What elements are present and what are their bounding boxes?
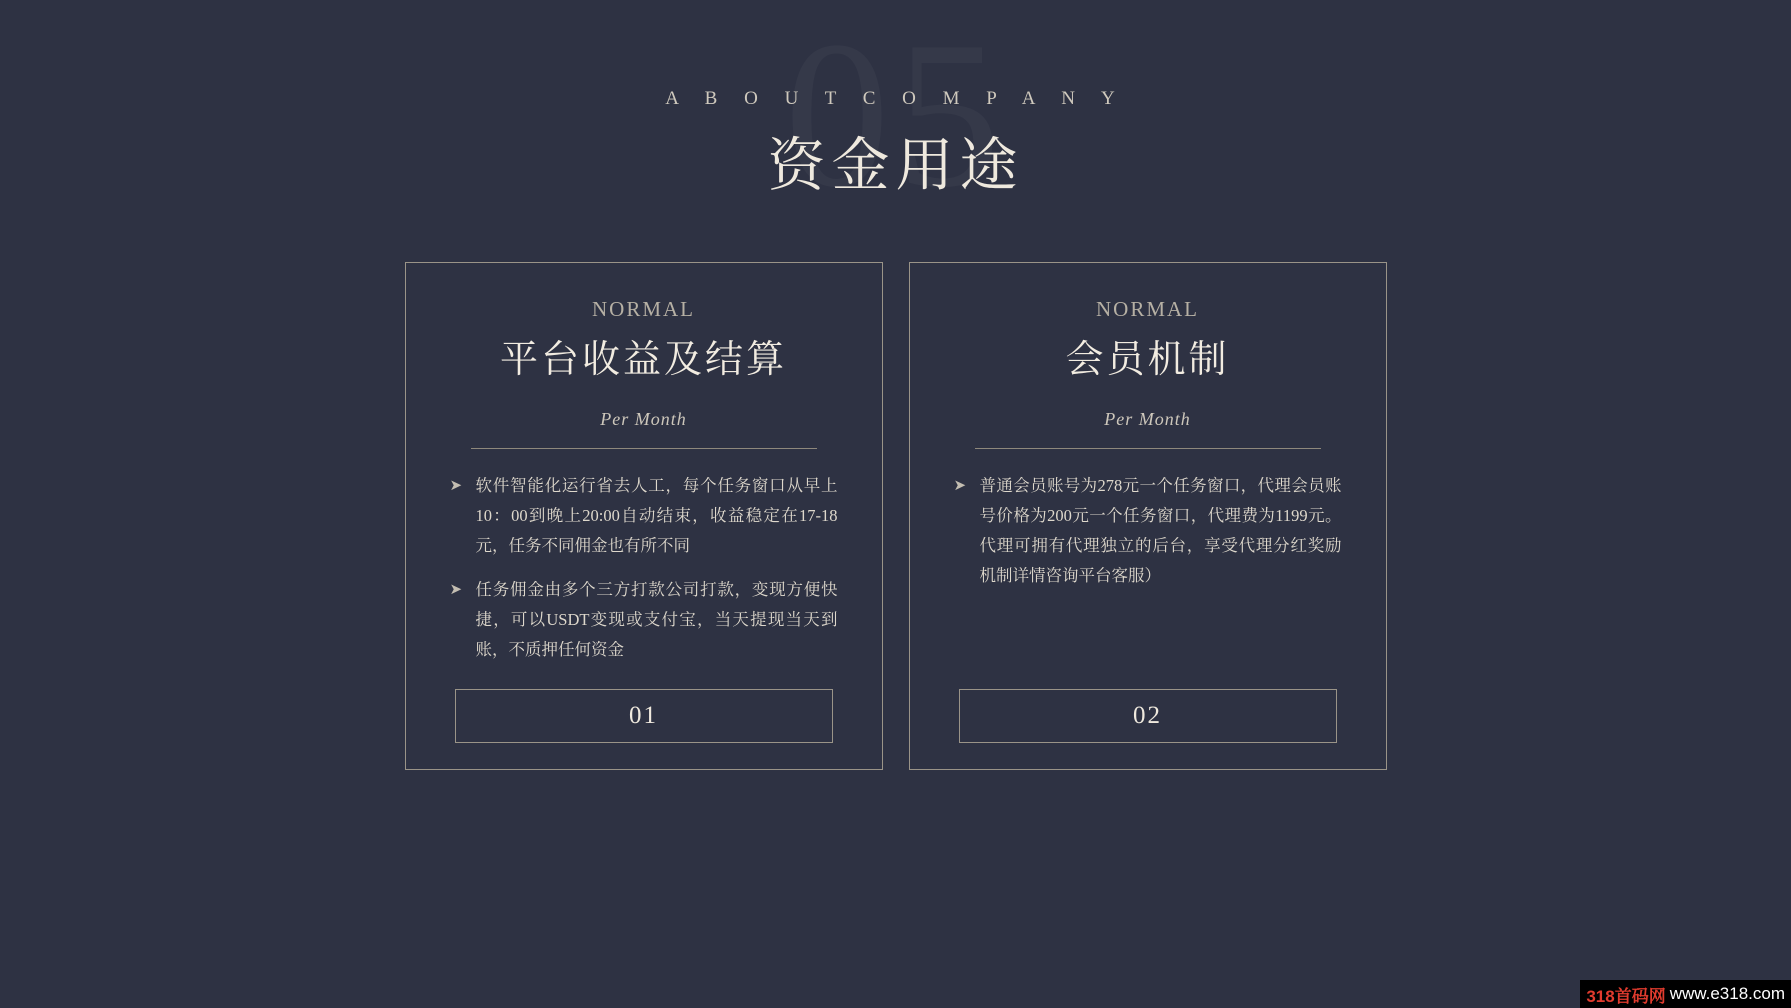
card-number-badge: 02	[959, 689, 1337, 743]
list-item-text: 任务佣金由多个三方打款公司打款，变现方便快捷，可以USDT变现或支付宝，当天提现当天到账，不质押任何资金	[475, 580, 838, 659]
list-item	[954, 471, 1342, 591]
card-bullet-list	[434, 471, 854, 683]
info-card	[909, 262, 1387, 770]
arrow-bullet-icon: ➤	[449, 582, 463, 598]
card-title: 会员机制	[1065, 339, 1230, 381]
watermark-site-name: 318首码网	[1586, 986, 1666, 1006]
info-card	[405, 262, 883, 770]
page-title: 资金用途	[767, 133, 1024, 198]
watermark	[1580, 980, 1791, 1008]
card-normal-label: NORMAL	[591, 297, 695, 321]
card-subtitle: Per Month	[1104, 409, 1191, 429]
list-item-text: 普通会员账号为278元一个任务窗口，代理会员账号价格为200元一个任务窗口，代理费为1199元。代理可拥有代理独立的后台，享受代理分红奖励机制详情咨询平台客服）	[979, 476, 1342, 585]
card-divider	[975, 448, 1321, 449]
card-normal-label: NORMAL	[1095, 297, 1199, 321]
card-subtitle: Per Month	[600, 409, 687, 429]
card-title: 平台收益及结算	[499, 339, 787, 381]
section-eyebrow: A B O U T C O M P A N Y	[665, 88, 1126, 109]
card-divider	[471, 448, 817, 449]
card-number-badge: 01	[455, 689, 833, 743]
card-group	[0, 262, 1791, 770]
card-bullet-list	[938, 471, 1358, 683]
list-item-text: 软件智能化运行省去人工，每个任务窗口从早上10：00到晚上20:00自动结束，收益稳定在17-18元，任务不同佣金也有所不同	[475, 476, 838, 555]
list-item	[450, 575, 838, 665]
watermark-site-url: www.e318.com	[1669, 984, 1785, 1003]
arrow-bullet-icon: ➤	[449, 478, 463, 494]
list-item	[450, 471, 838, 561]
arrow-bullet-icon: ➤	[953, 478, 967, 494]
